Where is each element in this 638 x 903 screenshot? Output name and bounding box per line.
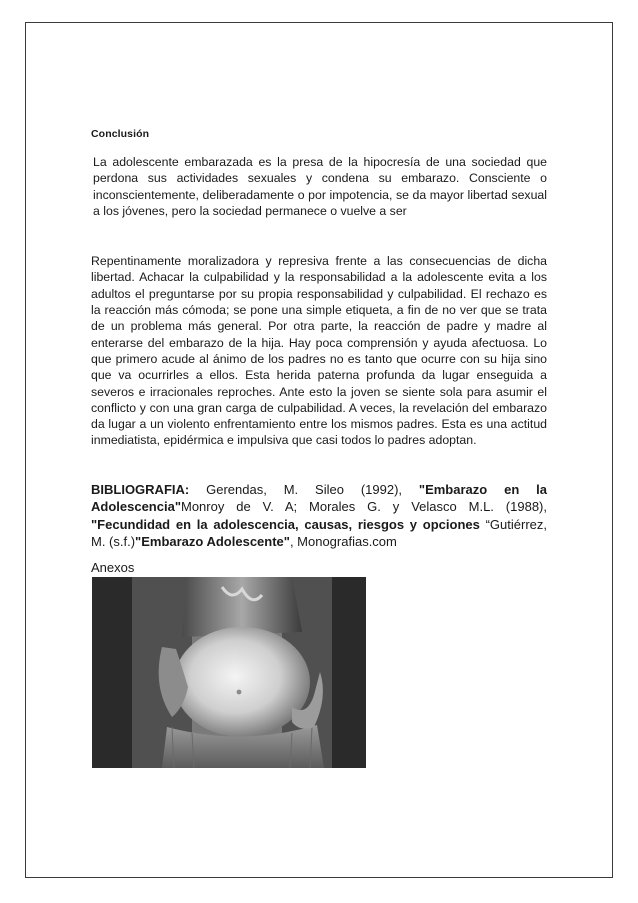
conclusion-paragraph-2: Repentinamente moralizadora y represiva frente a las consecuencias de dicha libertad. Achacar la culpabilidad y la responsabilidad a la adolescente evita a los adultos el preguntarse por su propia responsabilidad y culpabilidad. El rechazo es la reacción más cómoda; se pone una simple etiqueta, a fin de no ver que se trata de un problema más general. Por otra parte, la reacción de padre y madre al enterarse del embarazo de la hija. Hay poca comprensión y ayuda afectuosa. Lo que primero acude al ánimo de los padres no es tanto que ocurre con su hija sino que va ocurrirles a ellos. Esta herida paterna profunda da lugar enseguida a severos e irracionales reproches. Ante esto la joven se siente sola para asumir el conflicto y con una gran carga de culpabilidad. A veces, la revelación del embarazo da lugar a un violento enfrentamiento entre los mismos padres. Esta es una actitud inmediatista, epidérmica e impulsiva que casi todos lo padres adoptan. (91, 254, 547, 448)
bibliography-title: "Fecundidad en la adolescencia, causas, riesgos y opciones (91, 516, 480, 532)
bibliography-text: Monroy de V. A; Morales G. y Velasco M.L. (1988), (180, 499, 547, 515)
annexes-heading: Anexos (91, 560, 135, 576)
bibliography-label: BIBLIOGRAFIA: (91, 481, 190, 497)
bibliography-title: "Embarazo Adolescente" (135, 533, 290, 549)
annex-photo (92, 577, 366, 768)
conclusion-paragraph-1: La adolescente embarazada es la presa de la hipocresía de una sociedad que perdona sus actividades sexuales y condena su embarazo. Consciente o inconscientemente, deliberadamente o por impotencia, se da mayor libertad sexual a los jóvenes, pero la sociedad permanece o vuelve a ser (93, 155, 547, 218)
bibliography (91, 481, 547, 551)
pregnancy-photo-illustration (92, 577, 366, 768)
document-body (91, 128, 547, 575)
bibliography-text: Gerendas, M. Sileo (1992), (189, 481, 419, 497)
bibliography-text: , Monografias.com (289, 533, 397, 549)
bibliography-text: “Gutiérrez, M. (s.f.) (91, 516, 548, 549)
spacer (91, 219, 547, 253)
conclusion-heading: Conclusión (91, 128, 150, 140)
spacer (91, 449, 547, 481)
bibliography-title: "Embarazo en la Adolescencia" (91, 481, 547, 515)
